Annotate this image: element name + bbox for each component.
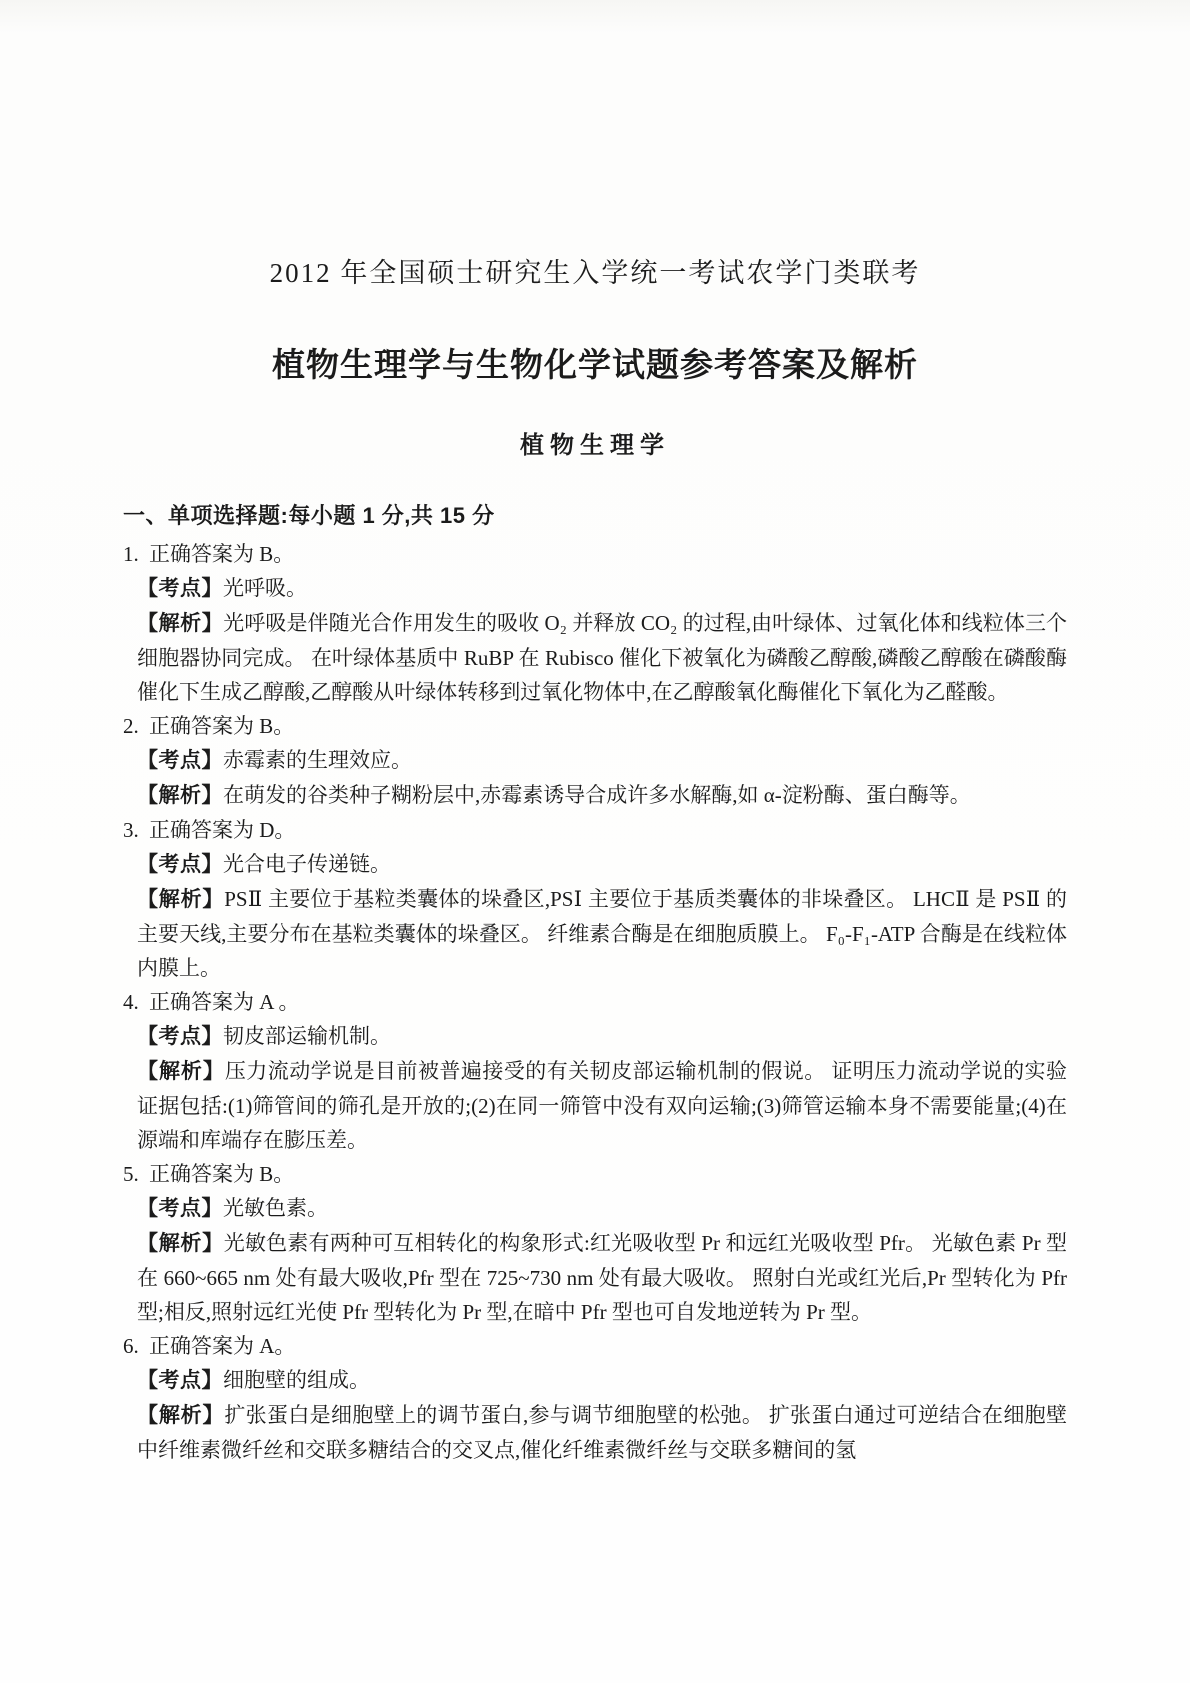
- kaodian-line: [137, 1191, 1067, 1226]
- kaodian-text: 光合电子传递链。: [223, 852, 391, 876]
- answer-item-1: [123, 537, 1067, 709]
- answer-items: [123, 537, 1067, 1467]
- jiexi-text: 扩张蛋白是细胞壁上的调节蛋白,参与调节细胞壁的松弛。 扩张蛋白通过可逆结合在细胞壁中纤维素微纤丝和交联多糖结合的交叉点,催化纤维素微纤丝与交联多糖间的氢: [137, 1403, 1068, 1462]
- answer-text: 正确答案为 A 。: [149, 990, 300, 1014]
- jiexi-label: 【解析】: [137, 1404, 225, 1427]
- answer-item-5: [123, 1157, 1067, 1329]
- kaodian-line: [137, 1019, 1067, 1054]
- kaodian-line: [137, 571, 1067, 606]
- kaodian-text: 细胞壁的组成。: [223, 1368, 370, 1392]
- item-number: 6.: [123, 1334, 139, 1358]
- answer-item-6: [123, 1329, 1067, 1467]
- jiexi-text: PSⅡ 主要位于基粒类囊体的垛叠区,PSⅠ 主要位于基质类囊体的非垛叠区。 LHCⅡ 是 PSⅡ 的主要天线,主要分布在基粒类囊体的垛叠区。 纤维素合酶是在细胞质膜上。 F₀-F₁-ATP 合酶是在线粒体内膜上。: [137, 887, 1067, 980]
- item-number: 5.: [123, 1162, 139, 1186]
- answer-line: [123, 537, 1067, 571]
- jiexi-label: 【解析】: [137, 784, 223, 807]
- item-number: 3.: [123, 818, 139, 842]
- jiexi-paragraph: [137, 606, 1067, 709]
- answer-text: 正确答案为 A。: [149, 1334, 296, 1358]
- answer-line: [123, 1157, 1067, 1191]
- kaodian-text: 韧皮部运输机制。: [223, 1024, 391, 1048]
- answer-text: 正确答案为 D。: [149, 818, 296, 842]
- kaodian-label: 【考点】: [137, 577, 223, 600]
- answer-item-4: [123, 985, 1067, 1157]
- subject-title: 植物生理学: [520, 432, 670, 459]
- exam-header-title: 2012 年全国硕士研究生入学统一考试农学门类联考: [269, 258, 921, 288]
- answer-text: 正确答案为 B。: [149, 1162, 295, 1186]
- jiexi-label: 【解析】: [137, 888, 225, 911]
- section-heading: 一、单项选择题:每小题 1 分,共 15 分: [123, 503, 495, 528]
- answer-text: 正确答案为 B。: [149, 714, 295, 738]
- jiexi-label: 【解析】: [137, 1060, 225, 1083]
- jiexi-paragraph: [137, 882, 1067, 985]
- kaodian-line: [137, 743, 1067, 778]
- jiexi-text: 光敏色素有两种可互相转化的构象形式:红光吸收型 Pr 和远红光吸收型 Pfr。 光敏色素 Pr 型在 660~665 nm 处有最大吸收,Pfr 型在 725~730 nm 处有最大吸收。 照射白光或红光后,Pr 型转化为 Pfr 型;相反,照射远红光使 Pfr 型转化为 Pr 型,在暗中 Pfr 型也可自发地逆转为 Pr 型。: [137, 1231, 1068, 1324]
- jiexi-paragraph: [137, 1226, 1067, 1329]
- item-number: 1.: [123, 542, 139, 566]
- item-number: 4.: [123, 990, 139, 1014]
- kaodian-line: [137, 1363, 1067, 1398]
- answer-line: [123, 985, 1067, 1019]
- answer-item-3: [123, 813, 1067, 985]
- jiexi-paragraph: [137, 1054, 1067, 1157]
- kaodian-text: 光呼吸。: [223, 576, 307, 600]
- jiexi-label: 【解析】: [137, 612, 224, 635]
- kaodian-line: [137, 847, 1067, 882]
- answer-text: 正确答案为 B。: [149, 542, 295, 566]
- kaodian-label: 【考点】: [137, 749, 223, 772]
- kaodian-label: 【考点】: [137, 1197, 223, 1220]
- answer-item-2: [123, 709, 1067, 813]
- jiexi-text: 光呼吸是伴随光合作用发生的吸收 O₂ 并释放 CO₂ 的过程,由叶绿体、过氧化体和线粒体三个细胞器协同完成。 在叶绿体基质中 RuBP 在 Rubisco 催化下被氧化为磷酸乙醇酸,磷酸乙醇酸在磷酸酶催化下生成乙醇酸,乙醇酸从叶绿体转移到过氧化物体中,在乙醇酸氧化酶催化下氧化为乙醛酸。: [137, 611, 1068, 704]
- jiexi-text: 压力流动学说是目前被普遍接受的有关韧皮部运输机制的假说。 证明压力流动学说的实验证据包括:(1)筛管间的筛孔是开放的;(2)在同一筛管中没有双向运输;(3)筛管运输本身不需要能量;(4)在源端和库端存在膨压差。: [137, 1059, 1068, 1152]
- jiexi-paragraph: [137, 1398, 1067, 1467]
- kaodian-label: 【考点】: [137, 1369, 223, 1392]
- jiexi-paragraph: [137, 778, 1067, 813]
- kaodian-label: 【考点】: [137, 1025, 223, 1048]
- jiexi-label: 【解析】: [137, 1232, 224, 1255]
- document-main-title: 植物生理学与生物化学试题参考答案及解析: [272, 348, 918, 384]
- kaodian-label: 【考点】: [137, 853, 223, 876]
- kaodian-text: 赤霉素的生理效应。: [223, 748, 412, 772]
- kaodian-text: 光敏色素。: [223, 1196, 328, 1220]
- answer-line: [123, 709, 1067, 743]
- answer-line: [123, 813, 1067, 847]
- answer-line: [123, 1329, 1067, 1363]
- item-number: 2.: [123, 714, 139, 738]
- jiexi-text: 在萌发的谷类种子糊粉层中,赤霉素诱导合成许多水解酶,如 α-淀粉酶、蛋白酶等。: [223, 783, 971, 807]
- page-content: [123, 258, 1067, 1467]
